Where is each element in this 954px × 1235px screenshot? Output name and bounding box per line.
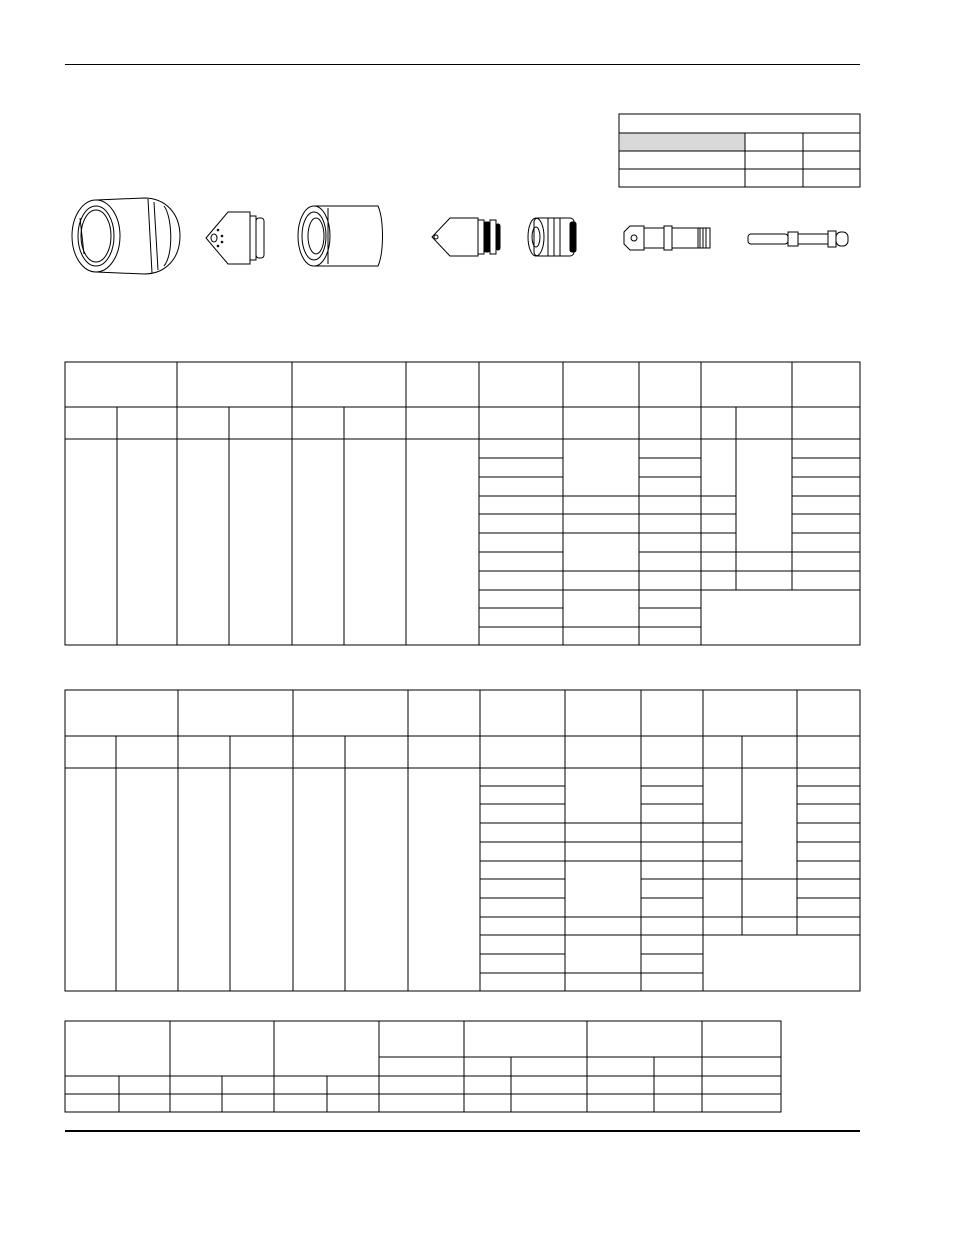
retaining-cap-icon — [294, 202, 386, 270]
shield-cup-icon — [66, 194, 184, 278]
shield-icon — [200, 208, 270, 268]
nozzle-icon — [428, 212, 504, 262]
process-table-3 — [65, 1021, 781, 1112]
electrode-icon — [620, 220, 716, 256]
process-table-2 — [65, 690, 860, 991]
swirl-ring-icon — [524, 214, 580, 260]
process-table-1 — [65, 362, 860, 645]
water-tube-icon — [744, 228, 856, 250]
small-spec-table — [619, 114, 860, 187]
